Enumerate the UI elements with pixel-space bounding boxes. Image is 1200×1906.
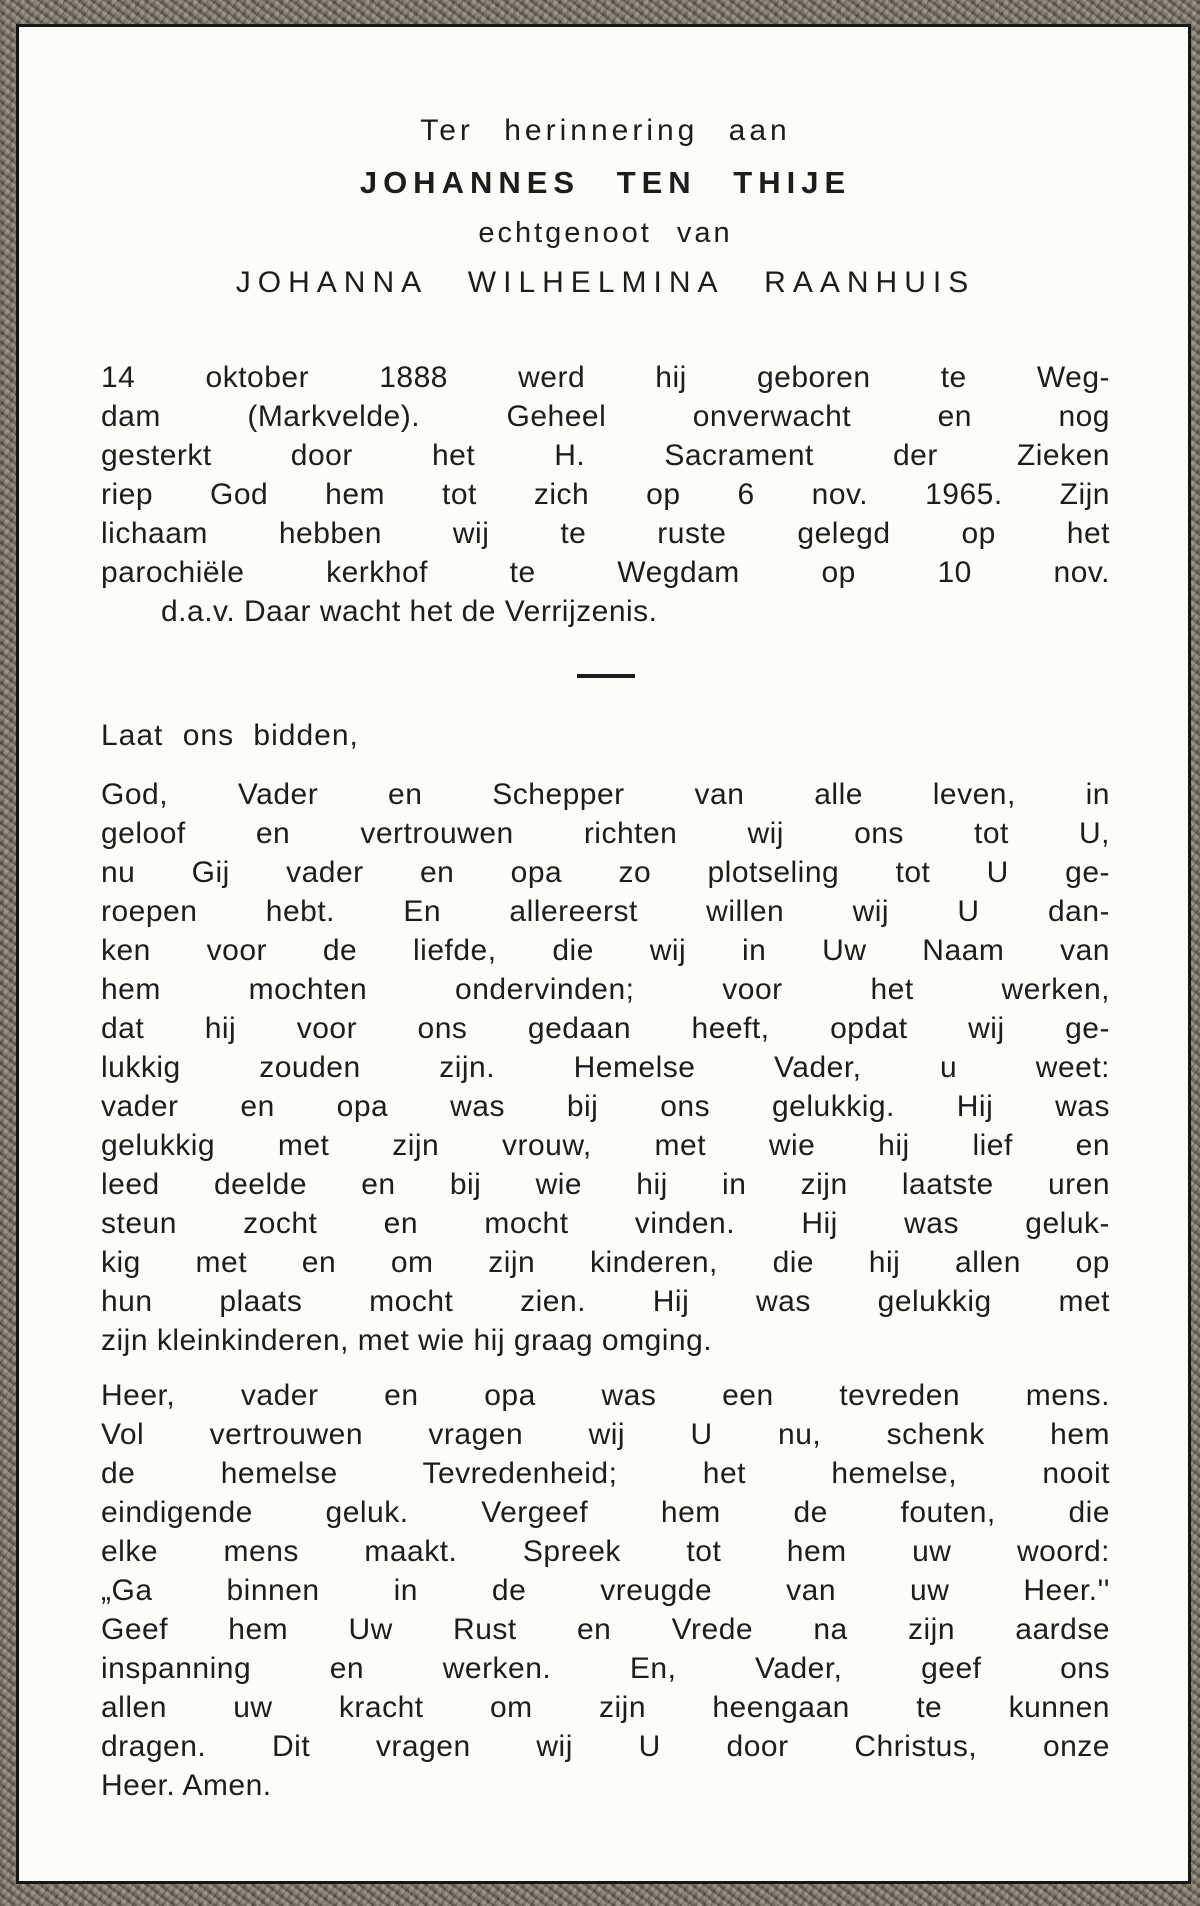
prayer-paragraph-1 [101,775,1110,1360]
text-line: dat hij voor ons gedaan heeft, opdat wij ge- [101,1012,1110,1045]
prayer-intro: Laat ons bidden, [101,719,359,752]
text-line: Vol vertrouwen vragen wij U nu, schenk hem [101,1418,1110,1451]
text-line: d.a.v. Daar wacht het de Verrijzenis. [161,595,658,628]
card-header [101,113,1110,300]
text-line: Heer, vader en opa was een tevreden mens. [101,1379,1110,1412]
text-line: „Ga binnen in de vreugde van uw Heer.'' [101,1574,1110,1607]
memorial-card [16,24,1191,1884]
text-line: steun zocht en mocht vinden. Hij was geluk- [101,1207,1110,1240]
text-line: hem mochten ondervinden; voor het werken, [101,973,1110,1006]
prayer-paragraph-2 [101,1376,1110,1805]
in-memoriam-line: Ter herinnering aan [420,114,791,147]
text-line: dragen. Dit vragen wij U door Christus, onze [101,1730,1110,1763]
biography-paragraph [101,358,1110,631]
section-divider [577,674,635,678]
text-line: Heer. Amen. [101,1769,272,1802]
text-line: zijn kleinkinderen, met wie hij graag omging. [101,1324,713,1357]
text-line: kig met en om zijn kinderen, die hij allen op [101,1246,1110,1279]
text-line: ken voor de liefde, die wij in Uw Naam van [101,934,1110,967]
text-line: God, Vader en Schepper van alle leven, in [101,778,1110,811]
text-line: geloof en vertrouwen richten wij ons tot U, [101,817,1110,850]
text-line: dam (Markvelde). Geheel onverwacht en nog [101,400,1110,433]
text-line: allen uw kracht om zijn heengaan te kunnen [101,1691,1110,1724]
text-line: hun plaats mocht zien. Hij was gelukkig met [101,1285,1110,1318]
text-line: inspanning en werken. En, Vader, geef ons [101,1652,1110,1685]
text-line: eindigende geluk. Vergeef hem de fouten, die [101,1496,1110,1529]
text-line: lichaam hebben wij te ruste gelegd op het [101,517,1110,550]
text-line: riep God hem tot zich op 6 nov. 1965. Zijn [101,478,1110,511]
relation-line: echtgenoot van [478,217,733,249]
text-line: roepen hebt. En allereerst willen wij U dan- [101,895,1110,928]
text-line: lukkig zouden zijn. Hemelse Vader, u weet: [101,1051,1110,1084]
text-line: vader en opa was bij ons gelukkig. Hij was [101,1090,1110,1123]
text-line: parochiële kerkhof te Wegdam op 10 nov. [101,556,1110,589]
text-line: gelukkig met zijn vrouw, met wie hij lief en [101,1129,1110,1162]
text-line: elke mens maakt. Spreek tot hem uw woord: [101,1535,1110,1568]
text-line: gesterkt door het H. Sacrament der Zieken [101,439,1110,472]
spouse-name: JOHANNA WILHELMINA RAANHUIS [235,266,976,299]
deceased-name: JOHANNES TEN THIJE [359,165,852,200]
text-line: nu Gij vader en opa zo plotseling tot U ge- [101,856,1110,889]
text-line: Geef hem Uw Rust en Vrede na zijn aardse [101,1613,1110,1646]
text-line: leed deelde en bij wie hij in zijn laatste uren [101,1168,1110,1201]
text-line: 14 oktober 1888 werd hij geboren te Weg- [101,361,1110,394]
text-line: de hemelse Tevredenheid; het hemelse, nooit [101,1457,1110,1490]
